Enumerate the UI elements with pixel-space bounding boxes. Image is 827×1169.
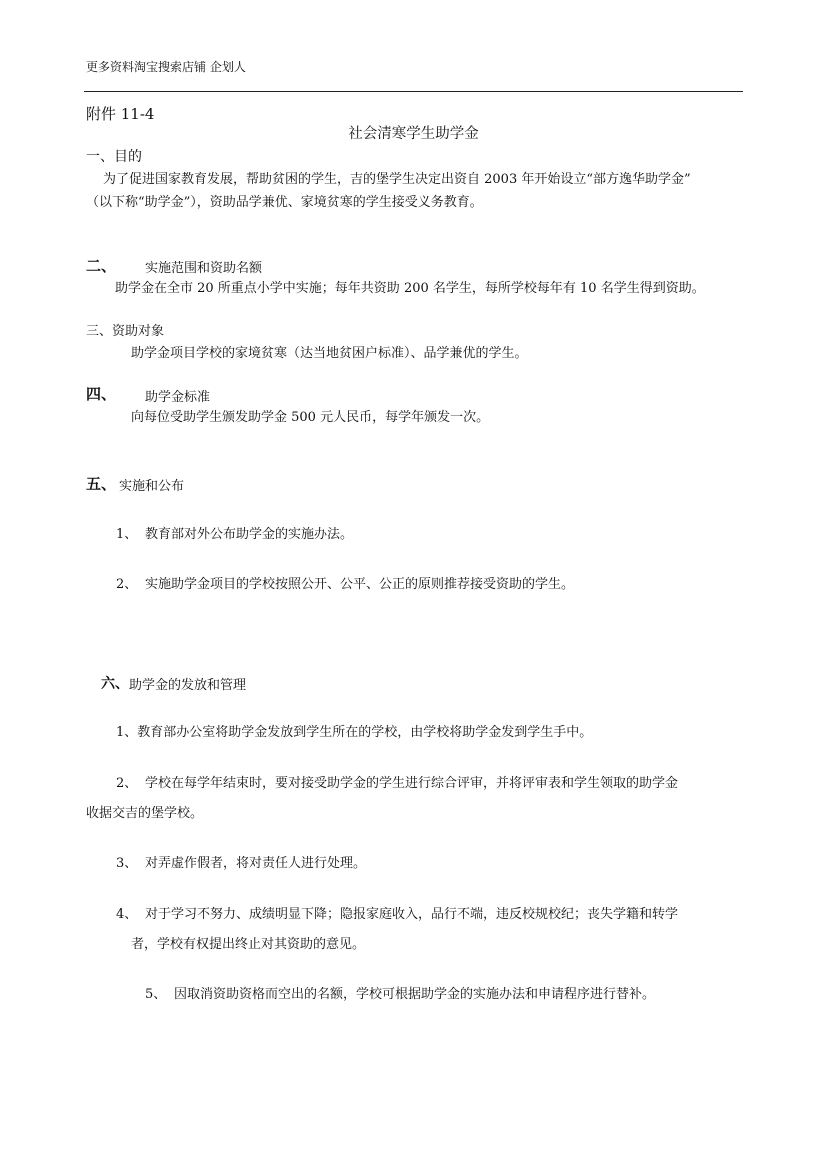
section-1-line-1: 为了促进国家教育发展，帮助贫困的学生，吉的堡学生决定出资自 2003 年开始设立“部方逸华助学金” — [103, 172, 691, 187]
section-4-line-1: 向每位受助学生颁发助学金 500 元人民币，每学年颁发一次。 — [131, 410, 490, 425]
section-4-heading: 助学金标准 — [145, 390, 211, 405]
section-6-item-5-text: 因取消资助资格而空出的名额，学校可根据助学金的实施办法和申请程序进行替补。 — [174, 987, 656, 1002]
section-5-item-2-number: 2、 — [116, 577, 138, 592]
section-6-number: 六、 — [101, 676, 129, 692]
section-5-item-1-number: 1、 — [116, 527, 138, 542]
section-6-item-5-number: 5、 — [145, 987, 167, 1002]
section-6-heading: 助学金的发放和管理 — [129, 678, 247, 693]
section-5-number: 五、 — [86, 475, 117, 493]
section-2-line-1: 助学金在全市 20 所重点小学中实施；每年共资助 200 名学生，每所学校每年有 10 名学生得到资助。 — [115, 281, 705, 296]
section-6-item-3-text: 对弄虚作假者，将对责任人进行处理。 — [145, 856, 367, 871]
section-1-heading: 一、目的 — [86, 149, 142, 165]
section-5-item-1-text: 教育部对外公布助学金的实施办法。 — [145, 527, 354, 542]
section-1-line-2: （以下称“助学金”），资助品学兼优、家境贫寒的学生接受义务教育。 — [86, 195, 483, 210]
section-6-item-2-text: 学校在每学年结束时，要对接受助学金的学生进行综合评审，并将评审表和学生领取的助学金 — [145, 776, 679, 791]
section-6-item-2-number: 2、 — [116, 776, 138, 791]
section-6-item-2-continuation: 收据交吉的堡学校。 — [86, 806, 204, 821]
section-6-item-4-text: 对于学习不努力、成绩明显下降；隐报家庭收入，品行不端，违反校规校纪；丧失学籍和转学 — [145, 907, 679, 922]
section-6-item-4-continuation: 者，学校有权提出终止对其资助的意见。 — [131, 937, 366, 952]
section-3-line-1: 助学金项目学校的家境贫寒（达当地贫困户标准）、品学兼优的学生。 — [131, 346, 528, 361]
document-title: 社会清寒学生助学金 — [348, 126, 479, 142]
section-6-item-4-number: 4、 — [116, 907, 138, 922]
page-header-text: 更多资料淘宝搜索店铺 企划人 — [86, 60, 246, 74]
section-6-item-3-number: 3、 — [116, 856, 138, 871]
section-2-number: 二、 — [86, 257, 117, 275]
section-6-item-1-text: 1、教育部办公室将助学金发放到学生所在的学校，由学校将助学金发到学生手中。 — [116, 725, 593, 740]
section-5-item-2-text: 实施助学金项目的学校按照公开、公平、公正的原则推荐接受资助的学生。 — [145, 577, 575, 592]
attachment-label: 附件 11-4 — [86, 105, 155, 123]
section-4-number: 四、 — [86, 385, 117, 403]
section-2-heading: 实施范围和资助名额 — [145, 261, 263, 276]
section-5-heading: 实施和公布 — [119, 479, 185, 494]
header-divider — [84, 91, 743, 92]
section-3-heading: 三、资助对象 — [86, 324, 165, 339]
